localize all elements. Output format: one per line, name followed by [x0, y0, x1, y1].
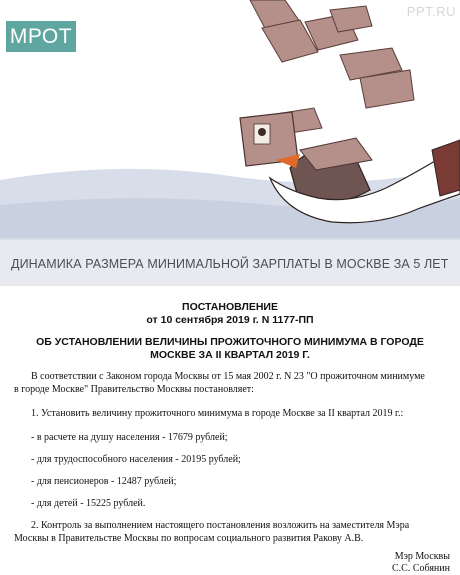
intro-paragraph-cont: в городе Москве" Правительство Москвы постановляет: — [14, 384, 254, 395]
category-tag: МРОТ — [6, 21, 76, 52]
decree-document — [0, 286, 460, 572]
signature-name: С.С. Собянин — [391, 563, 450, 574]
hero-illustration — [0, 0, 460, 240]
clause-2-cont: Москвы в Правительстве Москвы по вопросам социального развития Ракову А.В. — [14, 533, 364, 544]
document-title: ПОСТАНОВЛЕНИЕ — [182, 301, 278, 313]
document-heading-cont: МОСКВЕ ЗА II КВАРТАЛ 2019 Г. — [150, 349, 310, 361]
page-subtitle: ДИНАМИКА РАЗМЕРА МИНИМАЛЬНОЙ ЗАРПЛАТЫ В МОСКВЕ ЗА 5 ЛЕТ — [11, 257, 449, 271]
clause-2: 2. Контроль за выполнением настоящего постановления возложить на заместителя Мэра — [31, 520, 410, 531]
document-date: от 10 сентября 2019 г. N 1177-ПП — [146, 314, 314, 326]
list-item: - для детей - 15225 рублей. — [31, 498, 146, 509]
list-item: - для трудоспособного населения - 20195 рублей; — [31, 454, 241, 465]
list-item: - в расчете на душу населения - 17679 рублей; — [31, 432, 228, 443]
signature-role: Мэр Москвы — [394, 551, 450, 562]
list-item: - для пенсионеров - 12487 рублей; — [31, 476, 177, 487]
site-watermark: PPT.RU — [406, 4, 456, 19]
document-heading: ОБ УСТАНОВЛЕНИИ ВЕЛИЧИНЫ ПРОЖИТОЧНОГО МИНИМУМА В ГОРОДЕ — [36, 336, 424, 348]
intro-paragraph: В соответствии с Законом города Москвы от 15 мая 2002 г. N 23 "О прожиточном минимуме — [31, 371, 425, 382]
clause-1: 1. Установить величину прожиточного минимума в городе Москве за II квартал 2019 г.: — [31, 408, 404, 419]
